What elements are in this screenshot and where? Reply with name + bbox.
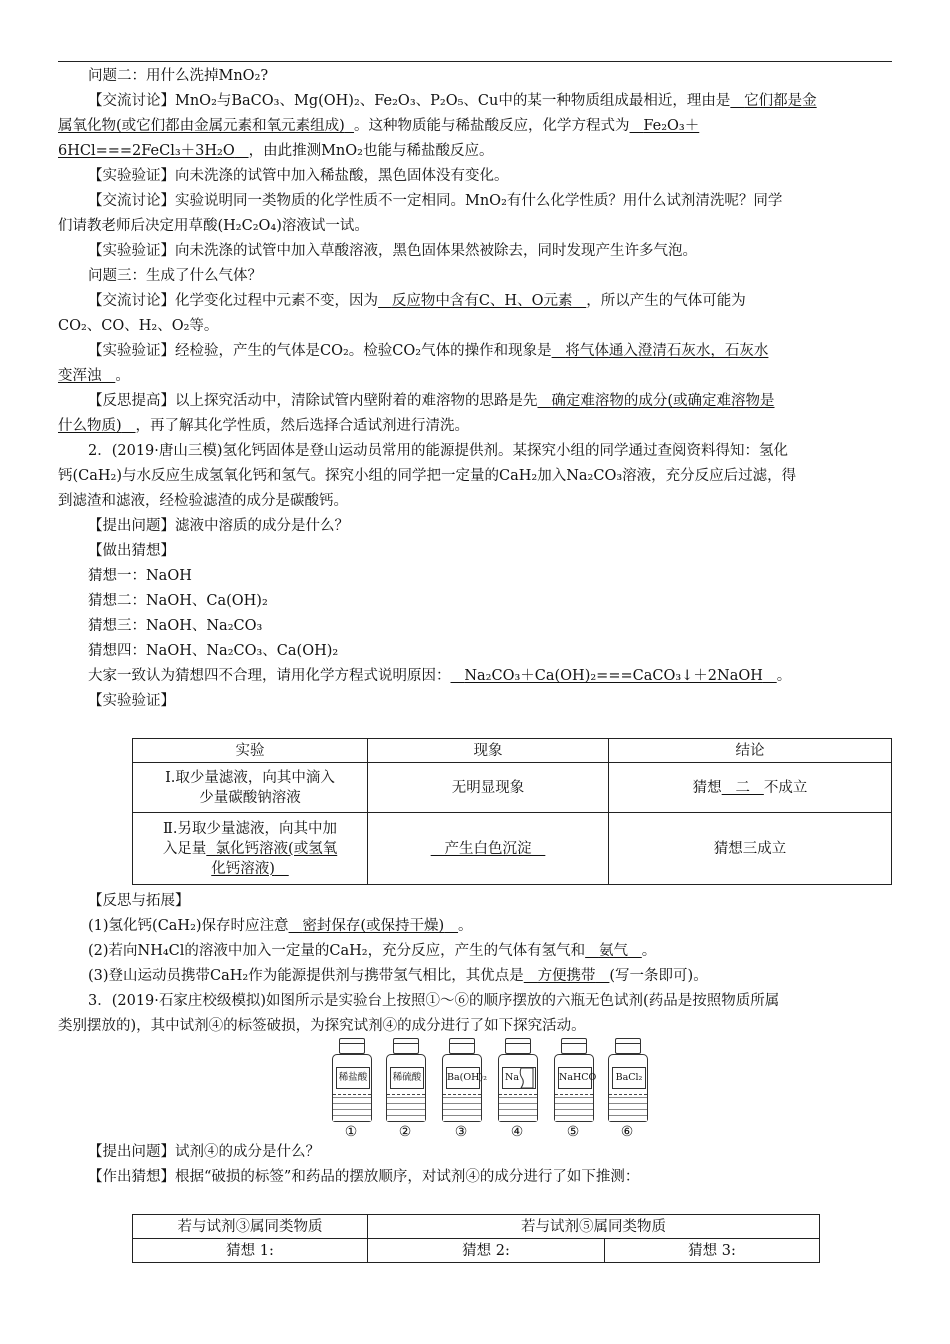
answer-blank: 化钙溶液)	[211, 860, 275, 877]
bottle-body	[442, 1054, 487, 1122]
table-cell: 猜想 1:	[133, 1239, 368, 1263]
agree-text: 。	[776, 668, 792, 684]
guess-3: 猜想三：NaOH、Na₂CO₃	[88, 618, 263, 634]
table-header: 现象	[368, 739, 609, 763]
q2-intro-line1: 2．(2019·唐山三模)氢化钙固体是登山运动员常用的能源提供剂。某探究小组的同学通过查阅资料得知：氢化	[88, 443, 789, 459]
reflect-text: ，再了解其化学性质，然后选择合适试剂进行清洗。	[135, 418, 469, 434]
extension-text: (3)登山运动员携带CaH₂作为能源提供剂与携带氢气相比，其优点是	[88, 968, 524, 984]
verify-1: 【实验验证】向未洗涤的试管中加入稀盐酸，黑色固体没有变化。	[88, 168, 509, 184]
bottle-number: ③	[454, 1124, 468, 1140]
answer-blank: Fe₂O₃＋	[643, 118, 700, 134]
table-header: 若与试剂⑤属同类物质	[368, 1215, 820, 1239]
table-header: 若与试剂③属同类物质	[133, 1215, 368, 1239]
experiment-table	[132, 738, 892, 885]
bottle-label: 稀硫酸	[390, 1067, 424, 1089]
top-rule	[58, 61, 892, 62]
answer-blank: 氨气	[598, 943, 628, 959]
guess-2: 猜想二：NaOH、Ca(OH)₂	[88, 593, 268, 609]
bottle-number: ⑥	[620, 1124, 634, 1140]
answer-blank: 什么物质)	[58, 418, 122, 434]
table-cell: 无明显现象	[368, 763, 609, 813]
q3-intro-line2: 类别摆放的)，其中试剂④的标签破损，为探究试剂④的成分进行了如下探究活动。	[58, 1018, 586, 1034]
q3-ask: 【提出问题】试剂④的成分是什么？	[88, 1144, 320, 1160]
q2-guess-heading: 【做出猜想】	[88, 543, 175, 559]
bottle-number: ①	[344, 1124, 358, 1140]
q2-intro-line3: 到滤渣和滤液，经检验滤渣的成分是碳酸钙。	[58, 493, 348, 509]
discussion-1-line1	[58, 91, 922, 111]
guess-4: 猜想四：NaOH、Na₂CO₃、Ca(OH)₂	[88, 643, 339, 659]
bottle-cap	[393, 1038, 419, 1054]
extension-text: (1)氢化钙(CaH₂)保存时应注意	[88, 918, 289, 934]
bottle-label: Ba(OH)₂	[446, 1067, 480, 1089]
reagent-bottle	[552, 1038, 597, 1140]
extension-text: (2)若向NH₄Cl的溶液中加入一定量的CaH₂，充分反应，产生的气体有氢气和	[88, 943, 586, 959]
table-row	[133, 813, 892, 885]
table-cell: 猜想 3:	[605, 1239, 820, 1263]
table-cell: 猜想 2:	[368, 1239, 605, 1263]
bottle-label-torn: Na	[502, 1067, 536, 1089]
verify-3-line2	[58, 366, 892, 386]
bottle-number: ⑤	[566, 1124, 580, 1140]
table-cell: Ⅱ.另取少量滤液，向其中加 入足量 氯化钙溶液(或氢氧 化钙溶液)	[133, 813, 368, 885]
bottle-number: ②	[398, 1124, 412, 1140]
table-header-row	[133, 1215, 820, 1239]
discussion-text: ，由此推测MnO₂也能与稀盐酸反应。	[248, 143, 494, 159]
table-header: 实验	[133, 739, 368, 763]
discussion-text: 。这种物质能与稀盐酸反应，化学方程式为	[354, 118, 630, 134]
bottle-body	[332, 1054, 372, 1122]
reflect-line2	[58, 416, 892, 436]
reagent-bottle-damaged	[496, 1038, 538, 1140]
q2-verify-heading: 【实验验证】	[88, 693, 175, 709]
reagent-bottles-figure	[330, 1038, 650, 1142]
agree-line	[58, 666, 922, 686]
question3-heading: 问题三：生成了什么气体？	[88, 268, 262, 284]
extension-3	[58, 966, 922, 986]
table-cell	[368, 813, 609, 885]
discussion-2-line2: 们请教老师后决定用草酸(H₂C₂O₄)溶液试一试。	[58, 218, 369, 234]
extension-1	[58, 916, 922, 936]
guess-1: 猜想一：NaOH	[88, 568, 192, 584]
reflect-line1	[58, 391, 922, 411]
extension-text: 。	[641, 943, 657, 959]
agree-text: 大家一致认为猜想四不合理，请用化学方程式说明原因：	[88, 668, 451, 684]
table-cell: 猜想 二 不成立	[609, 763, 892, 813]
extension-text: 。	[458, 918, 473, 934]
table-header: 结论	[609, 739, 892, 763]
discussion-1-line3	[58, 141, 892, 161]
discussion-text: 【交流讨论】化学变化过程中元素不变，因为	[88, 293, 378, 309]
reagent-bottle	[384, 1038, 426, 1140]
q3-intro-line1: 3．(2019·石家庄校级模拟)如图所示是实验台上按照①～⑥的顺序摆放的六瓶无色试剂(药品是按照物质所属	[88, 993, 780, 1009]
discussion-3-line1	[58, 291, 922, 311]
discussion-1-line2	[58, 116, 892, 136]
extension-heading: 【反思与拓展】	[88, 893, 190, 909]
discussion-text: ，所以产生的气体可能为	[586, 293, 746, 309]
discussion-2-line1: 【交流讨论】实验说明同一类物质的化学性质不一定相同。MnO₂有什么化学性质？用什么试剂清洗呢？同学	[88, 193, 783, 209]
q2-ask: 【提出问题】滤液中溶质的成分是什么？	[88, 518, 349, 534]
torn-label-icon	[519, 1068, 533, 1088]
table-cell: 猜想三成立	[609, 813, 892, 885]
discussion-3-line2: CO₂、CO、H₂、O₂等。	[58, 318, 219, 334]
answer-blank: 6HCl===2FeCl₃＋3H₂O	[58, 143, 235, 159]
verify-3-line1	[58, 341, 922, 361]
bottle-label: 稀盐酸	[336, 1067, 370, 1089]
answer-blank: 密封保存(或保持干燥)	[302, 918, 445, 934]
bottle-cap	[339, 1038, 365, 1054]
answer-blank: 反应物中含有C、H、O元素	[391, 293, 573, 309]
question2-heading: 问题二：用什么洗掉MnO₂?	[88, 68, 269, 84]
answer-blank: 二	[735, 779, 750, 796]
discussion-text: 【交流讨论】MnO₂与BaCO₃、Mg(OH)₂、Fe₂O₃、P₂O₅、Cu中的某一种物质组成最相近，理由是	[88, 93, 731, 109]
bottle-number: ④	[510, 1124, 524, 1140]
table-row	[133, 1239, 820, 1263]
reflect-text: 【反思提高】以上探究活动中，清除试管内壁附着的难溶物的思路是先	[88, 393, 538, 409]
verify-text: 。	[115, 368, 130, 384]
bottle-label: NaHCO	[558, 1067, 592, 1089]
table-header-row	[133, 739, 892, 763]
reagent-bottle	[606, 1038, 648, 1140]
answer-blank: 将气体通入澄清石灰水，石灰水	[565, 343, 769, 359]
bottle-label: BaCl₂	[612, 1067, 646, 1089]
answer-blank: Na₂CO₃＋Ca(OH)₂===CaCO₃↓＋2NaOH	[464, 668, 763, 684]
bottle-body	[498, 1054, 538, 1122]
extension-2	[58, 941, 922, 961]
verify-2: 【实验验证】向未洗涤的试管中加入草酸溶液，黑色固体果然被除去，同时发现产生许多气泡。	[88, 243, 697, 259]
extension-text: (写一条即可)。	[609, 968, 708, 984]
answer-blank: 确定难溶物的成分(或确定难溶物是	[551, 393, 775, 409]
bottle-cap	[561, 1038, 587, 1054]
table-row	[133, 763, 892, 813]
bottle-body	[608, 1054, 648, 1122]
answer-blank: 氯化钙溶液(或氢氧	[215, 840, 338, 857]
answer-blank: 它们都是金	[744, 93, 817, 109]
bottle-cap	[615, 1038, 641, 1054]
bottle-cap	[449, 1038, 475, 1054]
reagent-bottle	[440, 1038, 487, 1140]
table-cell: Ⅰ.取少量滤液，向其中滴入 少量碳酸钠溶液	[133, 763, 368, 813]
q2-intro-line2: 钙(CaH₂)与水反应生成氢氧化钙和氢气。探究小组的同学把一定量的CaH₂加入Na₂CO₃溶液，充分反应后过滤，得	[58, 468, 797, 484]
answer-blank: 产生白色沉淀	[444, 840, 532, 857]
q3-guess: 【作出猜想】根据“破损的标签”和药品的摆放顺序，对试剂④的成分进行了如下推测：	[88, 1169, 640, 1185]
answer-blank: 属氧化物(或它们都由金属元素和氧元素组成)	[58, 118, 345, 134]
bottle-body	[386, 1054, 426, 1122]
bottle-cap	[505, 1038, 531, 1054]
verify-text: 【实验验证】经检验，产生的气体是CO₂。检验CO₂气体的操作和现象是	[88, 343, 552, 359]
guess-table	[132, 1214, 820, 1263]
answer-blank: 变浑浊	[58, 368, 102, 384]
bottle-body	[554, 1054, 597, 1122]
reagent-bottle	[330, 1038, 372, 1140]
answer-blank: 方便携带	[537, 968, 596, 984]
